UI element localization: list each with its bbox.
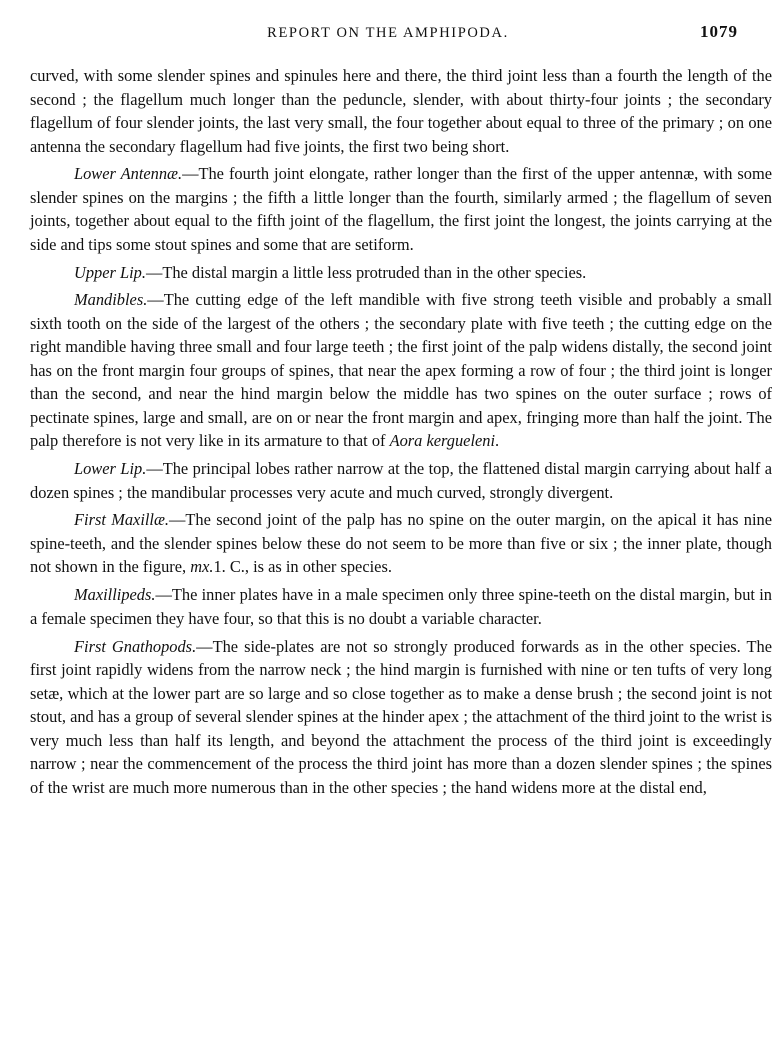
section-heading-upper-lip: Upper Lip. xyxy=(74,262,146,282)
paragraph-text: —The side-plates are not so strongly produced forwards as in the other species. The first joint rapidly widens from the narrow neck ; the hind margin is furnished with nine or ten tufts of very long setæ, which at the lower part are so large and so close together as to make a dense brush ; the second joint is not stout, and has a group of several slender spines at the hinder apex ; the attachment of the third joint to the wrist is very much less than half its length, and beyond the attachment the process of the third joint is exceedingly narrow ; near the commencement of the process the third joint has more than a dozen slender spines ; the spines of the wrist are much more numerous than in the other species ; the hand widens more at the distal end, xyxy=(30,636,772,797)
figure-reference: mx. xyxy=(190,557,214,577)
paragraph-maxillipeds xyxy=(30,583,772,630)
paragraph-end: . xyxy=(495,431,500,451)
paragraph-lower-lip xyxy=(30,457,772,504)
page-number: 1079 xyxy=(700,22,738,41)
paragraph-text: —The cutting edge of the left mandible with five strong teeth visible and probably a small sixth tooth on the side of the largest of the others ; the secondary plate with five teeth ; the cutting edge on the right mandible having three small and four large teeth ; the first joint of the palp widens distally, the second joint has on the front margin four groups of spines, that near the apex forming a row of four ; the third joint is longer than the second, and near the hind margin below the middle has two spines on the outer surface ; rows of pectinate spines, large and small, are on or near the front margin and apex, fringing more than half the joint. The palp therefore is not very like in its armature to that of xyxy=(30,290,772,451)
paragraph-first-gnathopods xyxy=(30,635,772,800)
paragraph-text: —The fourth joint elongate, rather longer than the first of the upper antennæ, with some slender spines on the margins ; the fifth a little longer than the fourth, similarly armed ; the flagellum of seven joints, together about equal to the fifth joint of the flagellum, the first joint the longest, the joints carrying at the side and tips some stout spines and some that are setiform. xyxy=(30,164,773,254)
paragraph-upper-antennae-continued xyxy=(30,64,772,158)
paragraph-text: —The distal margin a little less protruded than in the other species. xyxy=(145,262,587,282)
paragraph-first-maxillae xyxy=(30,508,772,579)
paragraph-text: curved, with some slender spines and spinules here and there, the third joint less than a fourth the length of the second ; the flagellum much longer than the peduncle, slender, with about thirty-four joints ; the secondary flagellum of four slender joints, the last very small, the four together about equal to three of the primary ; on one antenna the secondary flagellum had five joints, the first two being short. xyxy=(30,66,772,156)
paragraph-upper-lip xyxy=(30,261,772,285)
paragraph-text: —The principal lobes rather narrow at the top, the flattened distal margin carrying about half a dozen spines ; the mandibular processes very acute and much curved, strongly divergent. xyxy=(30,459,772,502)
section-heading-lower-lip: Lower Lip. xyxy=(74,459,147,479)
paragraph-text-after: 1. C., is as in other species. xyxy=(213,557,392,577)
section-heading-first-maxillae: First Maxillæ. xyxy=(74,510,170,530)
species-name: Aora kergueleni xyxy=(389,431,496,451)
paragraph-mandibles xyxy=(30,288,772,453)
body-text xyxy=(30,64,772,803)
section-heading-first-gnathopods: First Gnathopods. xyxy=(74,636,197,656)
section-heading-lower-antennae: Lower Antennæ. xyxy=(74,164,183,184)
paragraph-text: —The second joint of the palp has no spine on the outer margin, on the apical it has nine spine-teeth, and the slender spines below these do not seem to be more than five or six ; the inner plate, though not shown in the figure, xyxy=(30,510,772,577)
running-head xyxy=(0,22,776,48)
paragraph-text: —The inner plates have in a male specimen only three spine-teeth on the distal margin, but in a female specimen they have four, so that this is no doubt a variable character. xyxy=(30,585,772,628)
running-title: REPORT ON THE AMPHIPODA. xyxy=(267,25,509,41)
section-heading-maxillipeds: Maxillipeds. xyxy=(74,585,156,605)
section-heading-mandibles: Mandibles. xyxy=(74,290,148,310)
paragraph-lower-antennae xyxy=(30,162,772,256)
